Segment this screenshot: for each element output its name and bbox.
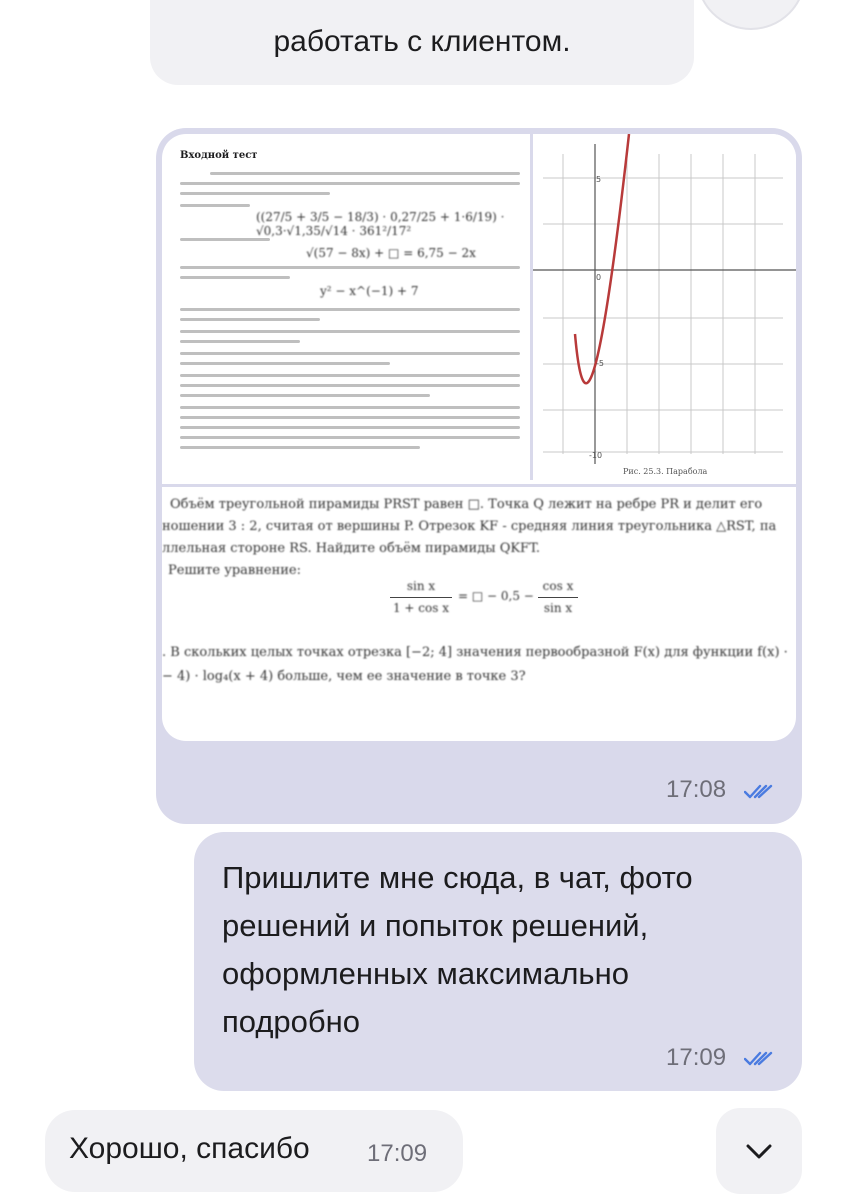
- message-text: работать с клиентом.: [273, 25, 571, 58]
- equation-den-right: sin x: [543, 601, 573, 615]
- svg-text:-10: -10: [589, 451, 603, 460]
- graph-caption: Рис. 25.3. Парабола: [623, 467, 708, 476]
- message-text: Хорошо, спасибо: [69, 1132, 310, 1165]
- message-time: 17:09: [666, 1044, 727, 1071]
- message-time: 17:08: [666, 776, 727, 803]
- equation-num-right: cos x: [542, 579, 574, 593]
- double-check-icon: [744, 783, 774, 801]
- scroll-down-button[interactable]: [716, 1108, 802, 1194]
- incoming-message[interactable]: [45, 1110, 463, 1192]
- equation-num-left: sin x: [406, 579, 436, 593]
- equation-den-left: 1 + cos x: [392, 601, 449, 615]
- message-time: 17:09: [367, 1140, 428, 1167]
- equation-mid: = □ − 0,5 −: [458, 589, 534, 603]
- photo-message[interactable]: [156, 128, 802, 824]
- document-scan-left: Входной тест ((27/5 + 3/5 − 18/3) · 0,27/25 + 1·6/19) · √0,3·√1,35/√14 · 361²/17² √(57 − 8x) + □ = 6,75 − 2x y² − x^(−1) + 7: [170, 142, 530, 482]
- svg-text:-5: -5: [596, 359, 604, 368]
- message-text: Пришлите мне сюда, в чат, фото решений и попыток решений, оформленных максимально подробно: [222, 860, 693, 1039]
- double-check-icon: [744, 1050, 774, 1068]
- svg-text:5: 5: [596, 175, 602, 184]
- outgoing-message[interactable]: [194, 832, 802, 1091]
- svg-text:0: 0: [596, 273, 602, 282]
- chevron-down-icon: [716, 1108, 802, 1194]
- scan-line: ллельная стороне RS. Найдите объём пирамиды QKFT.: [162, 541, 540, 556]
- attached-photo[interactable]: [162, 134, 796, 741]
- avatar[interactable]: [696, 0, 806, 30]
- document-scan-bottom: [162, 484, 796, 741]
- scan-line: ношении 3 : 2, считая от вершины P. Отрезок KF - средняя линия треугольника △RST, па: [162, 519, 777, 534]
- scan-line: − 4) · log₄(x + 4) больше, чем ее значение в точке 3?: [162, 669, 526, 684]
- scan-line: Объём треугольной пирамиды PRST равен □. Точка Q лежит на ребре PR и делит его: [170, 497, 763, 512]
- scan-line: . В скольких целых точках отрезка [−2; 4] значения первообразной F(x) для функции f(x) ·: [162, 645, 788, 660]
- scan-line: Решите уравнение:: [168, 563, 302, 578]
- parabola-graph: [530, 134, 796, 480]
- incoming-message-top[interactable]: [150, 0, 694, 85]
- document-title: Входной тест: [180, 150, 258, 161]
